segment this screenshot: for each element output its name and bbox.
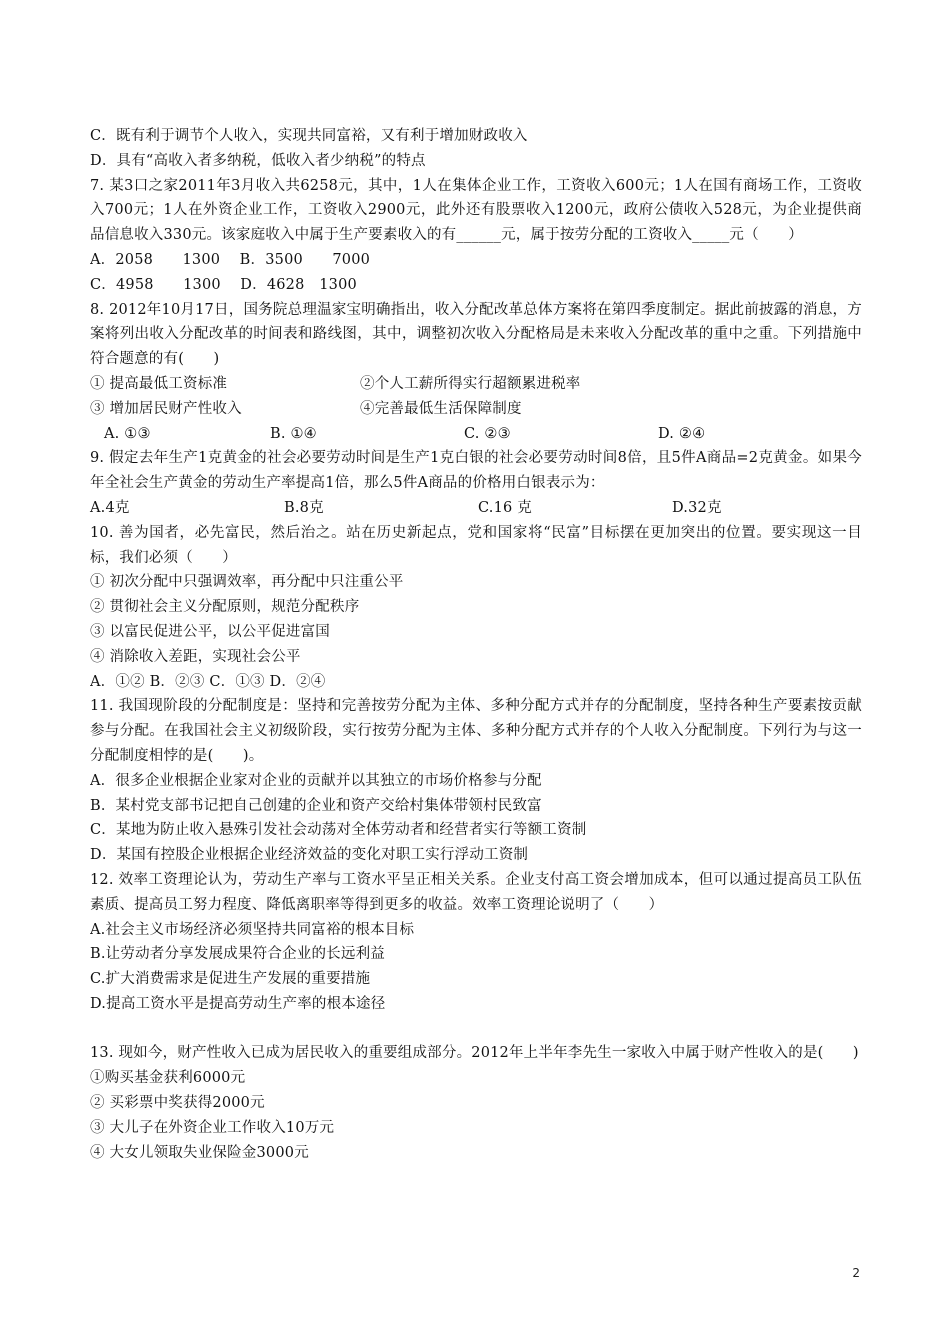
question-9-stem: 9. 假定去年生产1克黄金的社会必要劳动时间是生产1克白银的社会必要劳动时间8倍，且5件A商品=2克黄金。如果今年全社会生产黄金的劳动生产率提高1倍，那么5件A商品的价格用白银表示为： — [90, 450, 862, 492]
question-10-item-3: ③ 以富民促进公平，以公平促进富国 — [90, 623, 331, 640]
question-8-items-row2 — [90, 397, 862, 422]
question-12-option-d: D.提高工资水平是提高劳动生产率的根本途径 — [90, 995, 386, 1012]
question-11-option-b: B．某村党支部书记把自己创建的企业和资产交给村集体带领村民致富 — [90, 797, 542, 814]
page-number: 2 — [852, 1266, 860, 1280]
question-12-option-c: C.扩大消费需求是促进生产发展的重要措施 — [90, 971, 371, 988]
spacer — [90, 1017, 862, 1042]
question-13-item-1: ①购买基金获利6000元 — [90, 1070, 246, 1087]
question-11-stem: 11. 我国现阶段的分配制度是：坚持和完善按劳分配为主体、多种分配方式并存的分配制度，坚持各种生产要素按贡献参与分配。在我国社会主义初级阶段，实行按劳分配为主体、多种分配方式并存的个人收入分配制度。下列行为与这一分配制度相悖的是( )。 — [90, 698, 862, 764]
question-11-option-a: A．很多企业根据企业家对企业的贡献并以其独立的市场价格参与分配 — [90, 772, 542, 789]
question-8-stem: 8. 2012年10月17日，国务院总理温家宝明确指出，收入分配改革总体方案将在第四季度制定。据此前披露的消息，方案将列出收入分配改革的时间表和路线图，其中，调整初次收入分配格局是未来收入分配改革的重中之重。下列措施中符合题意的有( ) — [90, 301, 862, 368]
question-9-option-b: B.8克 — [284, 499, 324, 516]
question-12-stem: 12. 效率工资理论认为，劳动生产率与工资水平呈正相关关系。企业支付高工资会增加成本，但可以通过提高员工队伍素质、提高员工努力程度、降低离职率等得到更多的收益。效率工资理论说明了（ ） — [90, 871, 862, 913]
question-8-item-3: ③ 增加居民财产性收入 — [90, 400, 242, 417]
question-13-item-4: ④ 大女儿领取失业保险金3000元 — [90, 1144, 309, 1161]
question-8-item-1: ① 提高最低工资标准 — [90, 375, 228, 392]
question-11-option-d: D．某国有控股企业根据企业经济效益的变化对职工实行浮动工资制 — [90, 847, 529, 864]
question-8-option-a: A. ①③ — [104, 425, 151, 442]
question-10-item-1: ① 初次分配中只强调效率，再分配中只注重公平 — [90, 574, 404, 591]
question-12-option-a: A.社会主义市场经济必须坚持共同富裕的根本目标 — [90, 921, 415, 938]
question-10-item-2: ② 贯彻社会主义分配原则，规范分配秩序 — [90, 599, 360, 616]
question-8-option-d: D. ②④ — [658, 425, 706, 442]
question-7-options-ab: A．2058 1300 B．3500 7000 — [90, 251, 371, 268]
question-13-item-3: ③ 大儿子在外资企业工作收入10万元 — [90, 1119, 335, 1136]
question-9-options — [90, 496, 862, 521]
option-d-prev: D．具有“高收入者多纳税，低收入者少纳税”的特点 — [90, 152, 426, 169]
document-page — [90, 124, 862, 1165]
question-13-stem: 13. 现如今，财产性收入已成为居民收入的重要组成部分。2012年上半年李先生一家收入中属于财产性收入的是( ) — [90, 1045, 859, 1062]
question-9-option-d: D.32克 — [672, 499, 722, 516]
question-10-options: A．①② B．②③ C．①③ D．②④ — [90, 673, 326, 690]
question-9-option-a: A.4克 — [90, 499, 130, 516]
question-11-option-c: C．某地为防止收入悬殊引发社会动荡对全体劳动者和经营者实行等额工资制 — [90, 822, 587, 839]
question-8-option-b: B. ①④ — [270, 425, 317, 442]
question-8-options — [90, 422, 862, 447]
question-8-item-2: ②个人工薪所得实行超额累进税率 — [360, 375, 581, 392]
question-7-options-cd: C．4958 1300 D．4628 1300 — [90, 276, 357, 293]
question-8-option-c: C. ②③ — [464, 425, 511, 442]
question-10-stem: 10. 善为国者，必先富民，然后治之。站在历史新起点，党和国家将“民富”目标摆在更加突出的位置。要实现这一目标，我们必须（ ） — [90, 524, 862, 566]
question-10-item-4: ④ 消除收入差距，实现社会公平 — [90, 648, 301, 665]
question-7-stem: 7. 某3口之家2011年3月收入共6258元，其中，1人在集体企业工作，工资收入600元；1人在国有商场工作，工资收入700元；1人在外资企业工作，工资收入2900元，此外还有股票收入1200元，政府公债收入528元，为企业提供商品信息收入330元。该家庭收入中属于生产要素收入的有______元，属于按劳分配的工资收入_____元（ ） — [90, 177, 862, 244]
option-c-prev: C．既有利于调节个人收入，实现共同富裕，又有利于增加财政收入 — [90, 128, 528, 144]
question-9-option-c: C.16 克 — [478, 499, 532, 516]
question-12-option-b: B.让劳动者分享发展成果符合企业的长远利益 — [90, 946, 385, 963]
question-8-items-row1 — [90, 372, 862, 397]
question-13-item-2: ② 买彩票中奖获得2000元 — [90, 1095, 265, 1112]
question-8-item-4: ④完善最低生活保障制度 — [360, 400, 522, 417]
